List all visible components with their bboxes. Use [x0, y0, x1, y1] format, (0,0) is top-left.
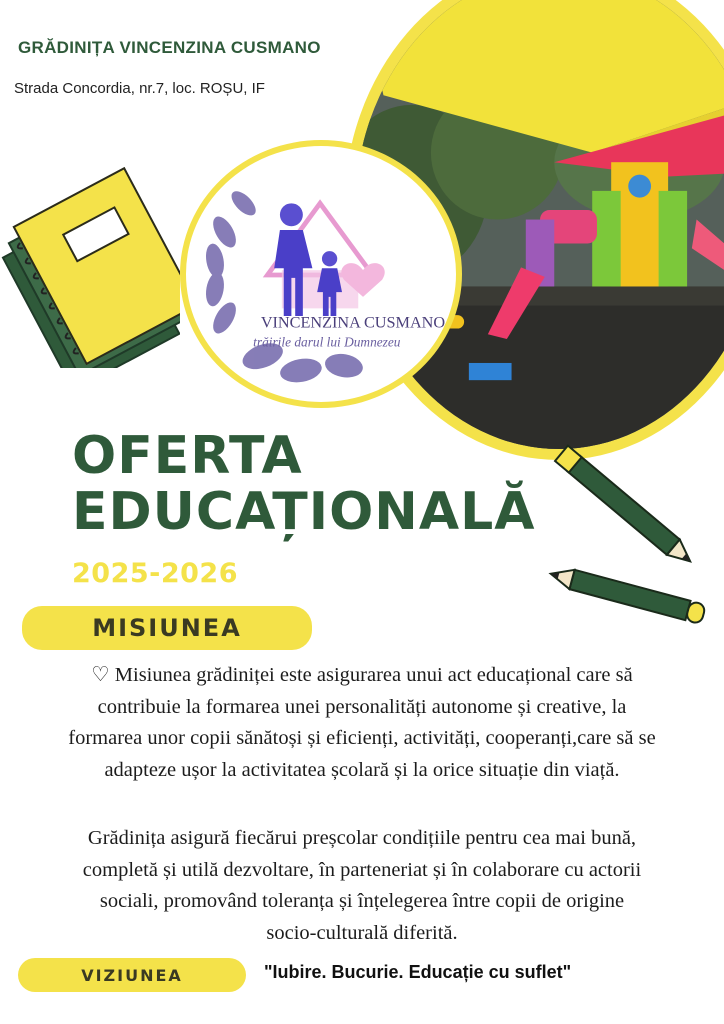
school-paragraph: [0, 823, 724, 949]
logo-tagline: trăirile darul lui Dumnezeu: [253, 334, 401, 350]
school-line: completă și utilă dezvoltare, în parteneriat și în colaborare cu actorii: [82, 858, 642, 881]
school-logo: [180, 140, 462, 408]
offer-years: 2025-2026: [72, 558, 238, 589]
school-address: Strada Concordia, nr.7, loc. ROȘU, IF: [14, 80, 265, 97]
mission-paragraph: [0, 660, 724, 786]
mission-line: ♡ Misiunea grădiniței este asigurarea unui act educațional care să: [91, 664, 633, 686]
mission-line: contribuie la formarea unei personalități autonome și creative, la: [97, 695, 627, 718]
offer-title: [72, 428, 535, 540]
school-line: sociali, promovând toleranța și înțelegerea între copii de origine: [99, 890, 625, 912]
offer-title-line2: EDUCAȚIONALĂ: [72, 482, 536, 542]
logo-name: VINCENZINA CUSMANO: [260, 313, 446, 332]
mission-line: adapteze ușor la activitatea școlară și la orice situație din viață.: [104, 758, 620, 781]
vision-motto: "Iubire. Bucurie. Educație cu suflet": [264, 962, 572, 982]
mission-line: formarea unor copii sănătoși și eficienți, activități, cooperanți,care să se: [68, 727, 656, 749]
school-line: socio-culturală diferită.: [266, 921, 458, 944]
pencils-illustration: [540, 430, 724, 640]
school-line: Grădinița asigură fiecărui preșcolar condițiile pentru cea mai bună,: [87, 827, 637, 849]
school-name: GRĂDINIȚA VINCENZINA CUSMANO: [18, 38, 321, 57]
notebooks-illustration: [0, 158, 180, 368]
mission-label: MISIUNEA: [22, 606, 312, 650]
offer-title-line1: OFERTA: [72, 426, 303, 486]
vision-label: VIZIUNEA: [18, 958, 246, 992]
